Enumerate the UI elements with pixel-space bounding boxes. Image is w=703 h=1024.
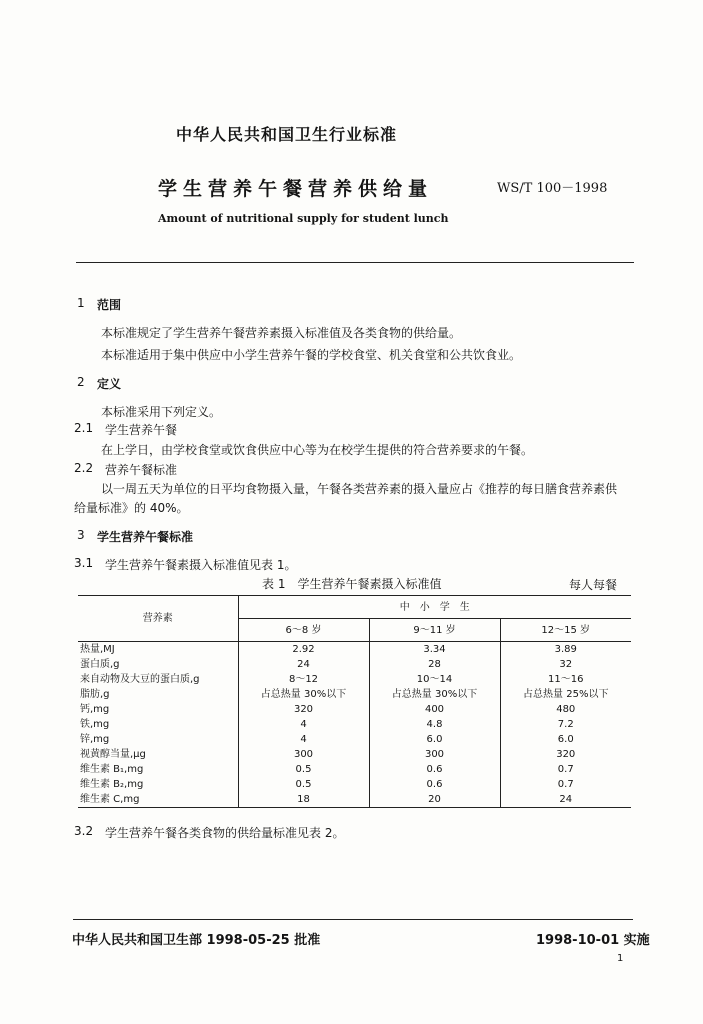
table-row xyxy=(78,702,631,717)
value-age-9-11: 20 xyxy=(369,792,500,808)
nutrient-name: 锌,mg xyxy=(80,734,110,745)
value-age-9-11: 0.6 xyxy=(369,762,500,777)
header-age-group: 6～8 岁 xyxy=(238,619,369,642)
table-row xyxy=(78,747,631,762)
value-age-9-11: 400 xyxy=(369,702,500,717)
section-3-2-number: 3.2 xyxy=(74,824,94,838)
value-age-9-11: 占总热量 30%以下 xyxy=(369,687,500,702)
table-row xyxy=(78,762,631,777)
value-age-9-11: 10～14 xyxy=(369,672,500,687)
table-header-row-1 xyxy=(78,596,631,619)
section-2-2-number: 2.2 xyxy=(74,461,94,475)
nutrient-name: 蛋白质,g xyxy=(80,659,120,670)
table-row xyxy=(78,672,631,687)
section-2-number: 2 xyxy=(77,375,85,389)
approval-line: 中华人民共和国卫生部 1998-05-25 批准 xyxy=(72,933,321,948)
table-row xyxy=(78,792,631,808)
standard-code: WS/T 100－1998 xyxy=(497,181,608,196)
section-2-title: 定义 xyxy=(97,377,122,391)
value-age-9-11: 3.34 xyxy=(369,642,500,658)
nutrient-name: 热量,MJ xyxy=(80,644,115,655)
value-age-9-11: 28 xyxy=(369,657,500,672)
section-1-number: 1 xyxy=(77,296,85,310)
value-age-9-11: 6.0 xyxy=(369,732,500,747)
section-2-1-title: 学生营养午餐 xyxy=(105,423,178,437)
value-age-6-8: 0.5 xyxy=(238,762,369,777)
header-divider xyxy=(76,262,634,263)
effective-date: 1998-10-01 实施 xyxy=(536,933,650,948)
nutrient-table xyxy=(78,595,631,808)
value-age-9-11: 0.6 xyxy=(369,777,500,792)
value-age-6-8: 8～12 xyxy=(238,672,369,687)
value-age-6-8: 0.5 xyxy=(238,777,369,792)
value-age-6-8: 18 xyxy=(238,792,369,808)
nutrient-name: 钙,mg xyxy=(80,704,110,715)
table-row xyxy=(78,732,631,747)
nutrient-name: 维生素 C,mg xyxy=(78,792,238,808)
value-age-12-15: 6.0 xyxy=(500,732,631,747)
value-age-9-11: 4.8 xyxy=(369,717,500,732)
section-1-para-1: 本标准规定了学生营养午餐营养素摄入标准值及各类食物的供给量。 xyxy=(101,326,462,340)
nutrient-name: 铁,mg xyxy=(80,719,110,730)
value-age-12-15: 3.89 xyxy=(500,642,631,658)
page-number: 1 xyxy=(617,953,624,964)
value-age-6-8: 4 xyxy=(238,732,369,747)
section-1-para-2: 本标准适用于集中供应中小学生营养午餐的学校食堂、机关食堂和公共饮食业。 xyxy=(101,348,522,362)
table-row xyxy=(78,777,631,792)
document-title: 学生营养午餐营养供给量 xyxy=(158,178,434,200)
nutrient-name: 脂肪,g xyxy=(80,689,110,700)
footer-divider xyxy=(73,919,633,920)
value-age-9-11: 300 xyxy=(369,747,500,762)
value-age-6-8: 占总热量 30%以下 xyxy=(238,687,369,702)
value-age-12-15: 占总热量 25%以下 xyxy=(500,687,631,702)
issuing-org: 中华人民共和国卫生行业标准 xyxy=(176,125,398,144)
section-2-1-text: 在上学日，由学校食堂或饮食供应中心等为在校学生提供的符合营养要求的午餐。 xyxy=(101,443,534,457)
table-1-unit: 每人每餐 xyxy=(569,578,618,592)
section-3-title: 学生营养午餐标准 xyxy=(97,530,194,544)
value-age-6-8: 320 xyxy=(238,702,369,717)
header-nutrient: 营养素 xyxy=(78,596,238,642)
value-age-6-8: 24 xyxy=(238,657,369,672)
value-age-12-15: 7.2 xyxy=(500,717,631,732)
nutrient-name: 维生素 B₂,mg xyxy=(80,779,144,790)
table-row xyxy=(78,642,631,658)
value-age-12-15: 480 xyxy=(500,702,631,717)
header-age-group: 9～11 岁 xyxy=(369,619,500,642)
section-3-2-text: 学生营养午餐各类食物的供给量标准见表 2。 xyxy=(105,826,345,840)
value-age-12-15: 0.7 xyxy=(500,777,631,792)
section-1-title: 范围 xyxy=(97,298,122,312)
section-3-number: 3 xyxy=(77,528,85,542)
section-2-2-title: 营养午餐标准 xyxy=(105,463,178,477)
value-age-6-8: 4 xyxy=(238,717,369,732)
value-age-6-8: 300 xyxy=(238,747,369,762)
table-row xyxy=(78,717,631,732)
nutrient-name: 来自动物及大豆的蛋白质,g xyxy=(80,674,200,685)
section-2-2-text-1: 以一周五天为单位的日平均食物摄入量，午餐各类营养素的摄入量应占《推荐的每日膳食营养素供 xyxy=(101,482,618,496)
value-age-12-15: 11～16 xyxy=(500,672,631,687)
header-student-group: 中 小 学 生 xyxy=(238,596,631,619)
section-2-1-number: 2.1 xyxy=(74,421,94,435)
nutrient-name: 维生素 B₁,mg xyxy=(80,764,144,775)
value-age-12-15: 24 xyxy=(500,792,631,808)
section-2-para: 本标准采用下列定义。 xyxy=(101,405,222,419)
header-age-group: 12～15 岁 xyxy=(500,619,631,642)
section-3-1-number: 3.1 xyxy=(74,556,94,570)
value-age-12-15: 320 xyxy=(500,747,631,762)
nutrient-name: 视黄醇当量,μg xyxy=(80,749,146,760)
table-row xyxy=(78,657,631,672)
value-age-6-8: 2.92 xyxy=(238,642,369,658)
section-2-2-text-2: 给量标准》的 40%。 xyxy=(74,501,189,515)
table-row xyxy=(78,687,631,702)
table-1-caption: 表 1 学生营养午餐素摄入标准值 xyxy=(262,577,442,591)
section-3-1-text: 学生营养午餐素摄入标准值见表 1。 xyxy=(105,558,297,572)
value-age-12-15: 32 xyxy=(500,657,631,672)
value-age-12-15: 0.7 xyxy=(500,762,631,777)
english-title: Amount of nutritional supply for student lunch xyxy=(158,212,449,225)
